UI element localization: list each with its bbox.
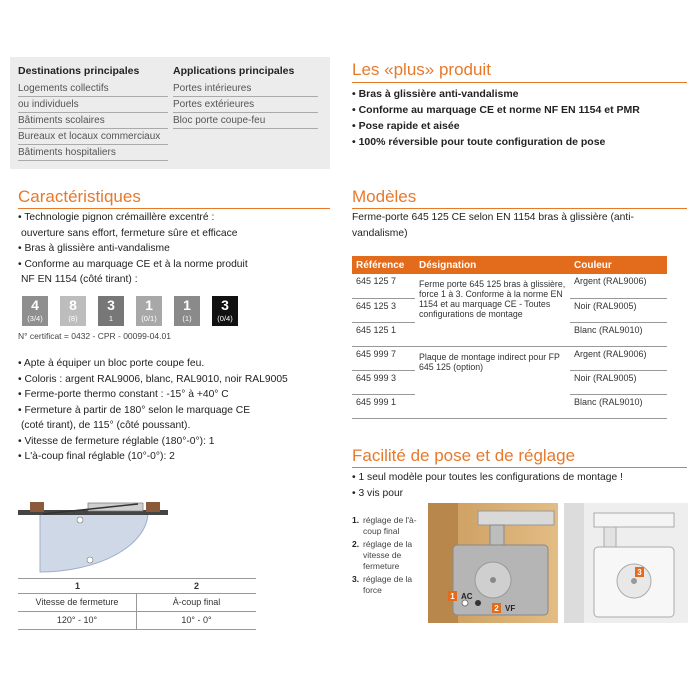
wall-left <box>30 502 44 512</box>
step-num: 1. <box>352 515 360 525</box>
wall <box>564 503 584 623</box>
modeles-intro-1: Ferme-porte 645 125 CE selon EN 1154 bras à glissière (anti- <box>352 212 634 223</box>
step-text: réglage de la vitesse de fermeture <box>363 539 413 571</box>
caracteristique-line: • Vitesse de fermeture réglable (180°-0°): 1 <box>18 435 215 447</box>
speed-col1-value: 120° - 10° <box>18 612 137 629</box>
caracteristique-line: ouverture sans effort, fermeture sûre et efficace <box>21 227 238 239</box>
ref-cell: 645 125 1 <box>352 322 415 346</box>
label-ac: AC <box>461 592 473 601</box>
step-num: 3. <box>352 574 360 584</box>
caracteristique-line: • Apte à équiper un bloc porte coupe feu. <box>18 358 205 369</box>
marker-1 <box>77 517 83 523</box>
color-cell: Argent (RAL9006) <box>570 346 667 370</box>
applications-column <box>173 65 318 129</box>
ref-cell: 645 999 3 <box>352 370 415 394</box>
adjustment-steps <box>352 515 427 596</box>
application-item: Bloc porte coupe-feu <box>173 113 318 129</box>
badge: 3 1 <box>98 296 124 326</box>
closer-photo-2 <box>564 503 688 623</box>
closer-photo-1 <box>428 503 558 623</box>
badge: 8 (8) <box>60 296 86 326</box>
col-reference: Référence <box>352 256 415 274</box>
step-text: réglage de l'à-coup final <box>363 515 417 536</box>
designation-cell: Plaque de montage indirect pour FP 645 125 (option) <box>415 346 570 418</box>
modeles-intro-2: vandalisme) <box>352 228 408 239</box>
caracteristique-line: • Fermeture à partir de 180° selon le marquage CE <box>18 404 251 416</box>
caracteristique-line: • Ferme-porte thermo constant : -15° à +40° C <box>18 389 229 400</box>
speed-col1-label: Vitesse de fermeture <box>18 594 137 611</box>
modeles-title: Modèles <box>352 187 417 206</box>
label-1: 1 <box>450 592 455 601</box>
badge: 3 (0/4) <box>212 296 238 326</box>
marker-2 <box>87 557 93 563</box>
table-row <box>352 346 667 370</box>
facilite-rule <box>352 467 687 468</box>
applications-title: Applications principales <box>173 65 295 77</box>
step-num: 2. <box>352 539 360 549</box>
closing-angle-diagram <box>18 490 168 575</box>
arm <box>490 525 504 547</box>
caracteristiques-list-1 <box>18 210 248 288</box>
caracteristique-line: (coté tirant), de 115° (côté poussant). <box>21 420 191 431</box>
designation-cell: Ferme porte 645 125 bras à glissière, force 1 à 3. Conforme à la norme EN 1154 et au marquage CE - Toutes configurations de montage <box>415 274 570 346</box>
plus-item: • Conforme au marquage CE et norme NF EN 1154 et PMR <box>352 104 640 116</box>
screw <box>490 577 496 583</box>
caracteristique-line: • Conforme au marquage CE et à la norme produit <box>18 258 248 270</box>
plus-item: • 100% réversible pour toute configuration de pose <box>352 136 606 148</box>
ref-cell: 645 125 7 <box>352 274 415 298</box>
plus-item: • Bras à glissière anti-vandalisme <box>352 88 519 100</box>
label-vf: VF <box>505 604 516 613</box>
destination-item: ou individuels <box>18 97 168 113</box>
color-cell: Argent (RAL9006) <box>570 274 667 298</box>
facilite-line-1: • 1 seul modèle pour toutes les configurations de montage ! <box>352 472 623 483</box>
facilite-title: Facilité de pose et de réglage <box>352 446 576 465</box>
slide-rail <box>478 511 554 525</box>
destinations-title: Destinations principales <box>18 65 140 77</box>
models-table <box>352 256 667 419</box>
badge: 4 (3/4) <box>22 296 48 326</box>
destination-item: Bâtiments scolaires <box>18 113 168 129</box>
plus-item: • Pose rapide et aisée <box>352 120 460 132</box>
label-3: 3 <box>637 568 642 577</box>
performance-badges <box>22 296 252 326</box>
ref-cell: 645 125 3 <box>352 298 415 322</box>
slide-rail <box>594 513 674 527</box>
badge: 1 (1) <box>174 296 200 326</box>
table-row <box>352 274 667 298</box>
swing-arc <box>40 512 148 572</box>
application-item: Portes intérieures <box>173 81 318 97</box>
speed-col2-value: 10° - 0° <box>181 615 212 625</box>
screw <box>631 578 637 584</box>
arm <box>604 527 616 547</box>
certificat-number: N° certificat = 0432 - CPR - 00099-04.01 <box>18 331 171 341</box>
destination-item: Bâtiments hospitaliers <box>18 145 168 161</box>
modeles-rule <box>352 208 687 209</box>
step-text: réglage de la force <box>363 574 413 595</box>
badge: 1 (0/1) <box>136 296 162 326</box>
color-cell: Noir (RAL9005) <box>570 298 667 322</box>
col-couleur: Couleur <box>570 256 667 274</box>
label-2: 2 <box>494 604 499 613</box>
plus-title: Les «plus» produit <box>352 60 491 79</box>
caracteristiques-rule <box>18 208 330 209</box>
color-cell: Noir (RAL9005) <box>570 370 667 394</box>
plus-list <box>352 86 640 150</box>
caracteristique-line: • Technologie pignon crémaillère excentré : <box>18 212 215 223</box>
caracteristique-line: • Bras à glissière anti-vandalisme <box>18 243 170 254</box>
ref-cell: 645 999 1 <box>352 394 415 418</box>
col-designation: Désignation <box>415 256 570 274</box>
caracteristiques-title: Caractéristiques <box>18 187 141 206</box>
speed-col2-num: 2 <box>193 581 199 591</box>
caracteristique-line: NF EN 1154 (côté tirant) : <box>21 274 138 285</box>
destination-item: Logements collectifs <box>18 81 168 97</box>
wall-right <box>146 502 160 512</box>
caracteristique-line: • L'à-coup final réglable (10°-0°): 2 <box>18 451 175 462</box>
color-cell: Blanc (RAL9010) <box>570 322 667 346</box>
caracteristiques-list-2 <box>18 356 288 465</box>
destination-item: Bureaux et locaux commerciaux <box>18 129 168 145</box>
application-item: Portes extérieures <box>173 97 318 113</box>
ref-cell: 645 999 7 <box>352 346 415 370</box>
speed-col1-num: 1 <box>74 581 80 591</box>
facilite-line-2: • 3 vis pour <box>352 488 404 499</box>
destinations-column <box>18 65 168 161</box>
plus-title-rule <box>352 82 687 83</box>
speed-table <box>18 578 256 630</box>
screw-vf <box>475 600 481 606</box>
color-cell: Blanc (RAL9010) <box>570 394 667 418</box>
caracteristique-line: • Coloris : argent RAL9006, blanc, RAL9010, noir RAL9005 <box>18 373 288 385</box>
speed-col2-label: À-coup final <box>172 597 221 607</box>
